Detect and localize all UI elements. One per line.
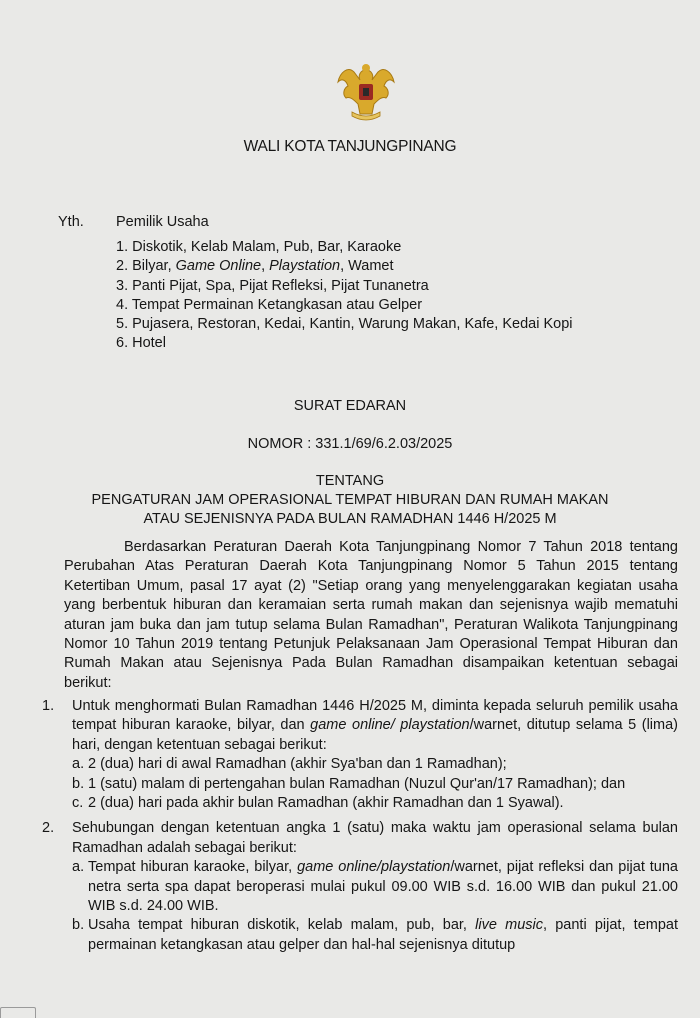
provision-text: Sehubungan dengan ketentuan angka 1 (satu) maka waktu jam operasional selama bulan Ramadhan adalah sebagai berikut: xyxy=(72,820,678,856)
sub-item: c. 2 (dua) hari pada akhir bulan Ramadhan (akhir Ramadhan dan 1 Syawal). xyxy=(72,795,564,812)
addressee-item: 1. Diskotik, Kelab Malam, Pub, Bar, Karaoke xyxy=(116,239,402,255)
provisions-list xyxy=(42,697,678,961)
addressee-item: 3. Panti Pijat, Spa, Pijat Refleksi, Pijat Tunanetra xyxy=(116,277,429,294)
addressee-item: 6. Hotel xyxy=(116,335,166,352)
about-label: TENTANG xyxy=(315,473,385,489)
addressee-item: 5. Pujasera, Restoran, Kedai, Kantin, Warung Makan, Kafe, Kedai Kopi xyxy=(116,316,573,333)
addressee-recipient: Pemilik Usaha xyxy=(116,214,209,230)
provision-number: 1. xyxy=(42,698,55,714)
addressee-list xyxy=(116,238,572,354)
addressee-label: Yth. xyxy=(58,214,84,230)
sub-item: b. 1 (satu) malam di pertengahan bulan Ramadhan (Nuzul Qur'an/17 Ramadhan); dan xyxy=(72,775,626,792)
issuer-title: WALI KOTA TANJUNGPINANG xyxy=(243,138,457,155)
sub-item: a. 2 (dua) hari di awal Ramadhan (akhir Sya'ban dan 1 Ramadhan); xyxy=(72,756,507,773)
provision-item xyxy=(42,697,678,813)
addressee-item: 2. Bilyar, Game Online, Playstation, Wamet xyxy=(116,258,394,275)
addressee-item: 4. Tempat Permainan Ketangkasan atau Gelper xyxy=(116,296,423,313)
intro-paragraph: Berdasarkan Peraturan Daerah Kota Tanjungpinang Nomor 7 Tahun 2018 tentang Perubahan Atas Peraturan Daerah Kota Tanjungpinang Nomor 5 Tahun 2015 tentang Ketertiban Umum, pasal 17 ayat (2) "Setiap orang yang menyelenggarakan kegiatan usaha yang berbentuk hiburan dan keramaian serta rumah makan dan sejenisnya wajib mematuhi aturan jam buka dan jam tutup selama Bulan Ramadhan", Peraturan Walikota Tanjungpinang Nomor 10 Tahun 2019 tentang Petunjuk Pelaksanaan Jam Operasional Tempat Hiburan dan Rumah Makan atau Sejenisnya Pada Bulan Ramadhan disampaikan ketentuan sebagai berikut: xyxy=(64,539,678,691)
document-subject xyxy=(0,472,700,529)
subject-line-2: ATAU SEJENISNYA PADA BULAN RAMADHAN 1446 H/2025 M xyxy=(143,511,557,527)
garuda-emblem-icon xyxy=(330,56,402,128)
provision-item xyxy=(42,819,678,955)
page-edge-marker xyxy=(0,1007,36,1018)
document-number: NOMOR : 331.1/69/6.2.03/2025 xyxy=(247,436,453,452)
provision-number: 2. xyxy=(42,820,55,837)
sub-item: a. Tempat hiburan karaoke, bilyar, game online/playstation/warnet, pijat refleksi dan pijat tuna netra serta spa dapat beroperasi mulai pukul 09.00 WIB s.d. 16.00 WIB dan pukul 21.00 WIB s.d. 24.00 WIB. xyxy=(72,859,678,915)
provision-text: Untuk menghormati Bulan Ramadhan 1446 H/2025 M, diminta kepada seluruh pemilik usaha tempat hiburan karaoke, bilyar, dan game online/ playstation/warnet, ditutup selama 5 (lima) hari, dengan ketentuan sebagai berikut: xyxy=(72,698,678,753)
document-type: SURAT EDARAN xyxy=(293,398,407,414)
sub-item: b. Usaha tempat hiburan diskotik, kelab malam, pub, bar, live music, panti pijat, tempat permainan ketangkasan atau gelper dan hal-hal sejenisnya ditutup xyxy=(72,917,679,953)
subject-line-1: PENGATURAN JAM OPERASIONAL TEMPAT HIBURAN DAN RUMAH MAKAN xyxy=(91,492,609,508)
